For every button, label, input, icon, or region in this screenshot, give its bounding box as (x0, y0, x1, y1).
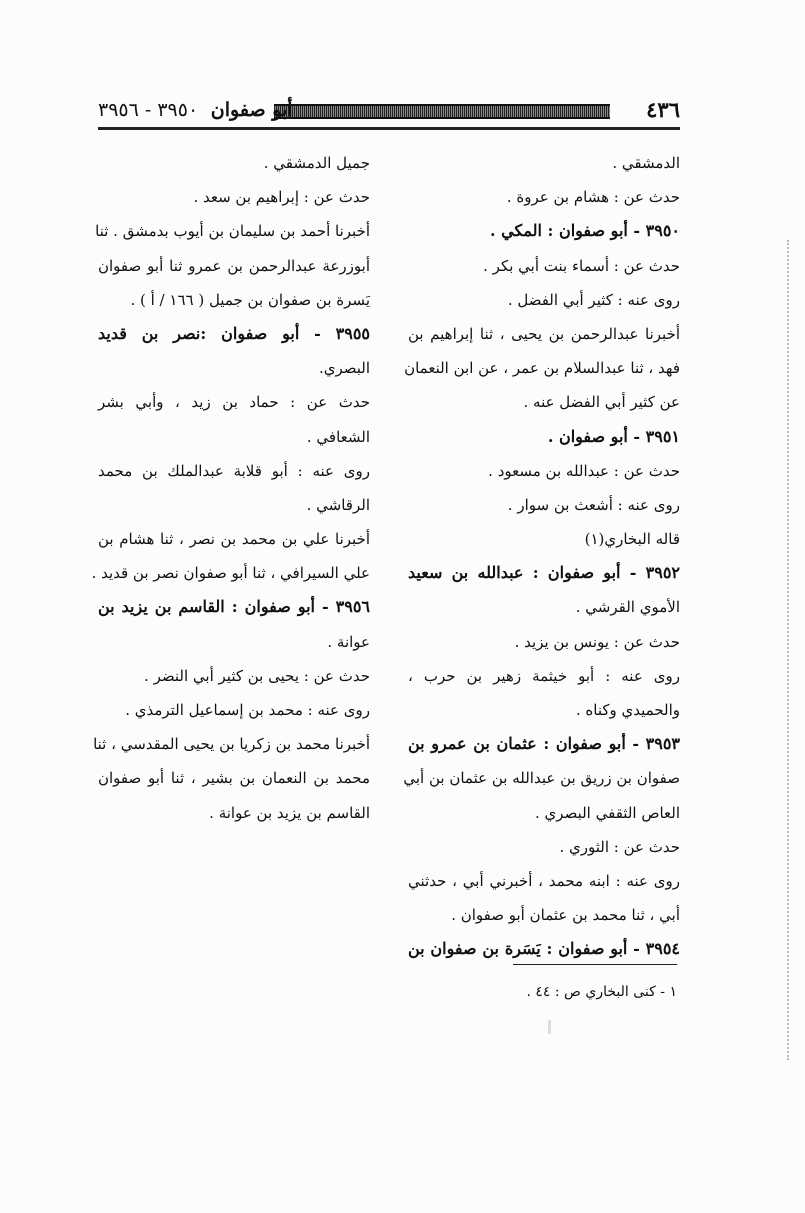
page-number: ٤٣٦ (646, 97, 680, 122)
entry-heading-3951: ٣٩٥١ - أبو صفوان . (547, 426, 680, 446)
text-line: فهد ، ثنا عبدالسلام بن عمر ، عن ابن النعمان (404, 359, 680, 378)
running-title-text: أبو صفوان (210, 99, 293, 121)
text-line: أخبرنا علي بن محمد بن نصر ، ثنا هشام بن (98, 530, 370, 549)
text-line: والحميدي وكناه . (575, 701, 680, 719)
entry-heading-3954: ٣٩٥٤ - أبو صفوان : يَسَرة بن صفوان بن (408, 939, 680, 959)
text-line: القاسم بن يزيد بن عوانة . (209, 803, 370, 822)
text-line: عوانة . (327, 632, 370, 651)
entry-heading-3953: ٣٩٥٣ - أبو صفوان : عثمان بن عمرو بن (408, 734, 680, 754)
right-column (403, 146, 680, 967)
footnote: ١ - كنى البخاري ص : ٤٤ . (526, 984, 677, 1000)
text-line: روى عنه : أبو خيثمة زهير بن حرب ، (408, 666, 680, 685)
header-rule (274, 104, 610, 119)
text-line: حدث عن : الثوري . (559, 837, 680, 856)
text-line: روى عنه : أشعث بن سوار . (507, 495, 680, 514)
text-line: روى عنه : كثير أبي الفضل . (507, 290, 680, 309)
text-line: جميل الدمشقي . (263, 154, 370, 172)
text-line: روى عنه : ابنه محمد ، أخبرني أبي ، حدثني (408, 871, 680, 890)
text-line: عن كثير أبي الفضل عنه . (523, 393, 680, 412)
text-line: أخبرنا عبدالرحمن بن يحيى ، ثنا إبراهيم بن (408, 324, 680, 343)
text-line: أخبرنا أحمد بن سليمان بن أيوب بدمشق . ثنا (95, 222, 370, 241)
header-underline (98, 127, 680, 130)
text-line: روى عنه : أبو قلابة عبدالملك بن محمد (98, 461, 370, 480)
text-line: البصري. (318, 359, 370, 378)
running-title (98, 98, 293, 122)
entry-heading-3956: ٣٩٥٦ - أبو صفوان : القاسم بن يزيد بن (98, 597, 370, 617)
text-line: علي السيرافي ، ثنا أبو صفوان نصر بن قديد . (91, 564, 370, 583)
entry-range: ٣٩٥٠ - ٣٩٥٦ (98, 99, 199, 121)
text-line: الرقاشي . (306, 495, 370, 514)
text-line: الدمشقي . (612, 154, 680, 172)
page-header (98, 98, 680, 122)
text-line: الأموي القرشي . (575, 598, 680, 617)
text-line: صفوان بن زريق بن عبدالله بن عثمان بن أبي (403, 769, 680, 788)
text-line: حدث عن : إبراهيم بن سعد . (193, 188, 370, 207)
text-line: حدث عن : عبدالله بن مسعود . (488, 461, 680, 480)
left-column (91, 146, 370, 830)
text-line: روى عنه : محمد بن إسماعيل الترمذي . (125, 701, 370, 719)
entry-heading-3952: ٣٩٥٢ - أبو صفوان : عبدالله بن سعيد (408, 563, 680, 583)
text-line: أبوزرعة عبدالرحمن بن عمرو ثنا أبو صفوان (98, 256, 370, 275)
text-line: حدث عن : يونس بن يزيد . (514, 632, 680, 651)
footnote-reference-line: قاله البخاري(١) (584, 530, 680, 549)
text-line: العاص الثقفي البصري . (535, 803, 680, 822)
text-line: حدث عن : هشام بن عروة . (506, 188, 680, 207)
text-line: محمد بن النعمان بن بشير ، ثنا أبو صفوان (98, 769, 370, 788)
text-line: حدث عن : أسماء بنت أبي بكر . (483, 256, 680, 275)
footnote-divider (513, 964, 677, 965)
text-line: حدث عن : يحيى بن كثير أبي النضر . (144, 666, 370, 685)
scan-mark (548, 1020, 551, 1034)
text-line: حدث عن : حماد بن زيد ، وأبي بشر (98, 393, 370, 412)
entry-heading-3950: ٣٩٥٠ - أبو صفوان : المكي . (490, 221, 680, 241)
entry-heading-3955: ٣٩٥٥ - أبو صفوان :نصر بن قديد (98, 323, 370, 343)
text-line: أبي ، ثنا محمد بن عثمان أبو صفوان . (451, 906, 680, 925)
text-line: يَسرة بن صفوان بن جميل ( ١٦٦ / أ ) . (130, 290, 370, 309)
text-line: الشعافي . (306, 427, 370, 446)
text-line: أخبرنا محمد بن زكريا بن يحيى المقدسي ، ثنا (93, 735, 370, 754)
scan-edge (787, 240, 789, 1060)
